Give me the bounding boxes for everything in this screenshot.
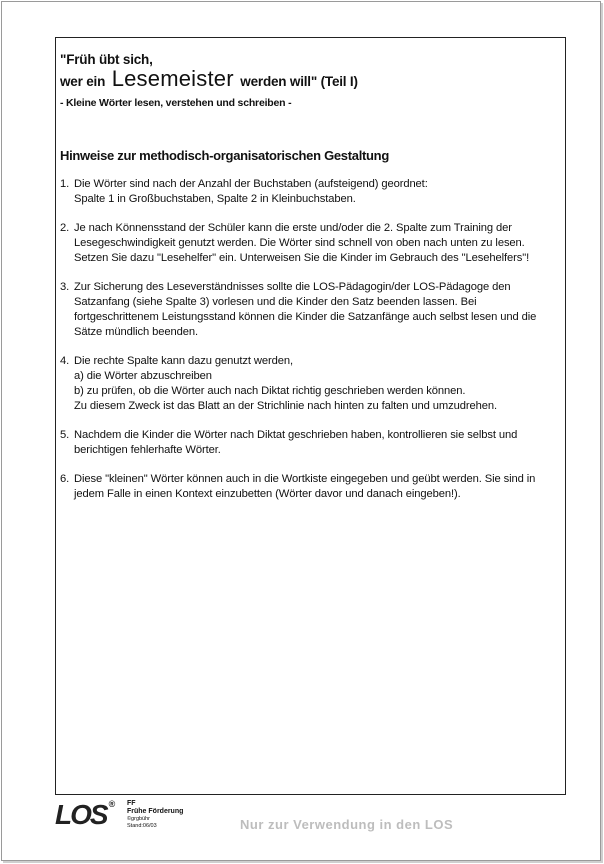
los-logo [55,799,115,831]
item-number: 4. [60,355,70,367]
list-item [60,472,558,502]
title-part-a: wer ein [60,74,106,89]
list-item [60,177,558,207]
item-text: Nachdem die Kinder die Wörter nach Diktat geschrieben haben, kontrollieren sie selbst und berichtigen fehlerhafte Wörter. [74,429,518,456]
item-text: Die rechte Spalte kann dazu genutzt werden, a) die Wörter abzuschreiben b) zu prüfen, ob die Wörter auch nach Diktat richtig geschrieben werden können. Zu diesem Zweck ist das Blatt an der Strichlinie nach hinten zu falten und umzudrehen. [74,355,497,412]
item-text: Zur Sicherung des Leseverständnisses sollte die LOS-Pädagogin/der LOS-Pädagoge den Satzanfang (siehe Spalte 3) vorlesen und die Kinder den Satz beenden lassen. Bei fortgeschrittenem Leistungsstand können die Kinder die Satzanfänge auch selbst lesen und die Sätze mündlich beenden. [74,281,537,338]
usage-note: Nur zur Verwendung in den LOS [240,817,454,832]
ff-abbrev: FF [127,800,136,807]
registered-mark: ® [108,799,116,809]
title-part-c: werden will" (Teil I) [240,74,358,89]
stand-date: Stand:06/03 [127,823,157,829]
ff-full: Frühe Förderung [127,808,184,815]
item-number: 5. [60,429,70,441]
list-item [60,280,558,340]
item-number: 1. [60,178,70,190]
list-item [60,428,558,458]
list-item [60,221,558,266]
title-keyword: Lesemeister [111,66,234,91]
item-number: 2. [60,222,70,234]
page-footer [55,797,566,837]
title-line-2 [60,66,358,92]
item-text: Die Wörter sind nach der Anzahl der Buchstaben (aufsteigend) geordnet: Spalte 1 in Großbuchstaben, Spalte 2 in Kleinbuchstaben. [74,178,428,205]
item-text: Je nach Könnensstand der Schüler kann die erste und/oder die 2. Spalte zum Training der Lesegeschwindigkeit genutzt werden. Die Wörter sind schnell von oben nach unten zu lesen. Setzen Sie dazu "Lesehelfer" ein. Unterweisen Sie die Kinder im Gebrauch des "Lesehelfers"! [74,222,530,264]
section-heading: Hinweise zur methodisch-organisatorischen Gestaltung [60,148,389,163]
title-line-1: "Früh übt sich, [60,52,153,67]
ff-block [127,800,183,830]
logo-text: LOS [55,799,107,830]
item-number: 6. [60,473,70,485]
list-item [60,354,558,414]
item-number: 3. [60,281,70,293]
item-text: Diese "kleinen" Wörter können auch in die Wortkiste eingegeben und geübt werden. Sie sind in jedem Falle in einen Kontext einzubetten (Wörter davor und danach eingeben!). [74,473,536,500]
instruction-list [60,177,558,516]
copyright: ©grgbühr [127,816,151,822]
subtitle: - Kleine Wörter lesen, verstehen und schreiben - [60,97,292,109]
